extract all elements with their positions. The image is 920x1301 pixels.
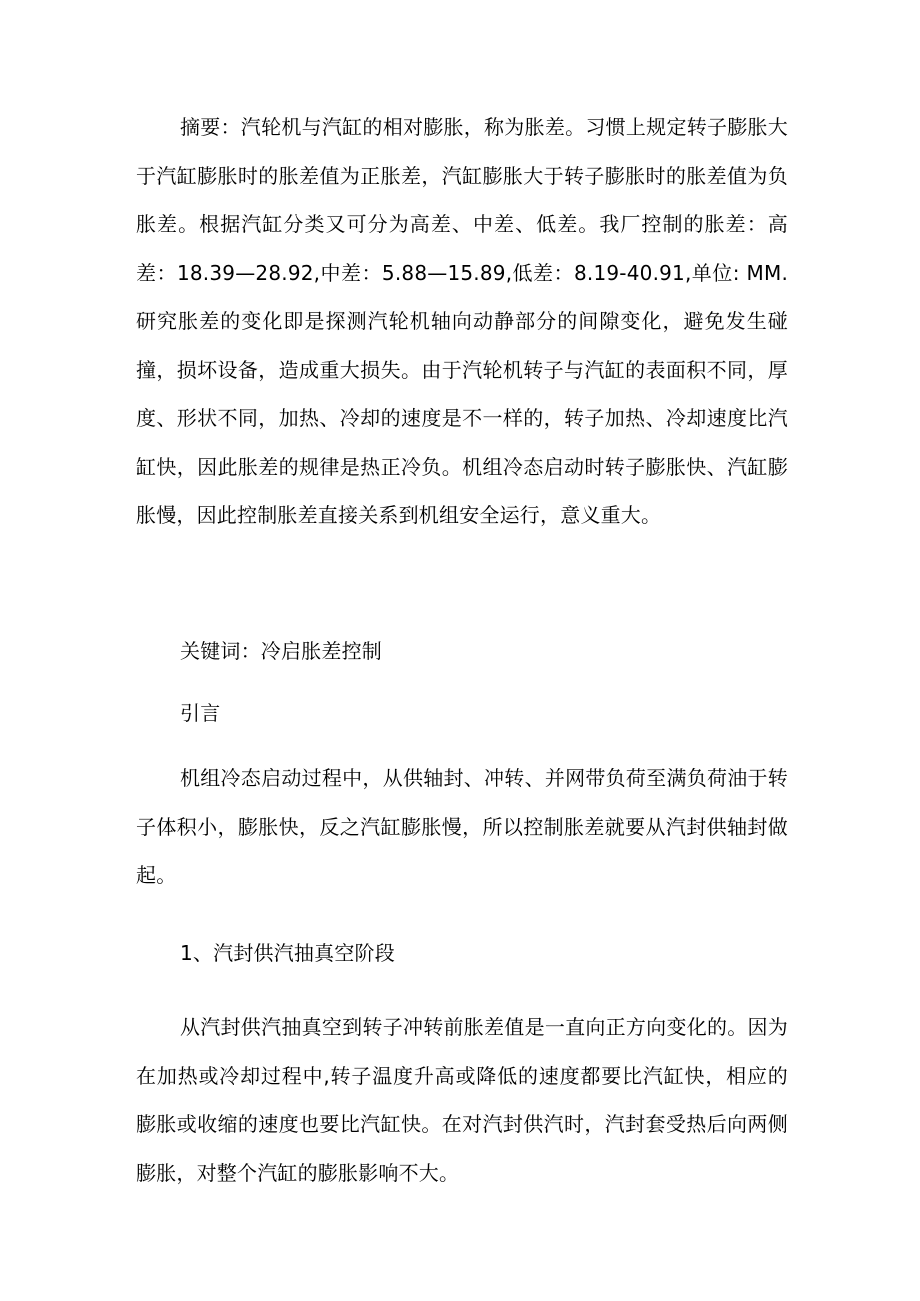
- section1-block: [136, 1003, 788, 1197]
- intro-paragraph: 机组冷态启动过程中，从供轴封、冲转、并网带负荷至满负荷油于转子体积小，膨胀快，反之汽缸膨胀慢，所以控制胀差就要从汽封供轴封做起。: [136, 766, 788, 887]
- abstract-block: [136, 103, 788, 540]
- abstract-paragraph: 摘要：汽轮机与汽缸的相对膨胀，称为胀差。习惯上规定转子膨胀大于汽缸膨胀时的胀差值为正胀差，汽缸膨胀大于转子膨胀时的胀差值为负胀差。根据汽缸分类又可分为高差、中差、低差。我厂控制的胀差：高差：18.39—28.92,中差：5.88—15.89,低差：8.19-40.91,单位: MM.研究胀差的变化即是探测汽轮机轴向动静部分的间隙变化，避免发生碰撞，损坏设备，造成重大损失。由于汽轮机转子与汽缸的表面积不同，厚度、形状不同，加热、冷却的速度是不一样的，转子加热、冷却速度比汽缸快，因此胀差的规律是热正冷负。机组冷态启动时转子膨胀快、汽缸膨胀慢，因此控制胀差直接关系到机组安全运行，意义重大。: [136, 115, 788, 527]
- section1-paragraph: 从汽封供汽抽真空到转子冲转前胀差值是一直向正方向变化的。因为在加热或冷却过程中,转子温度升高或降低的速度都要比汽缸快，相应的膨胀或收缩的速度也要比汽缸快。在对汽封供汽时，汽封套受热后向两侧膨胀，对整个汽缸的膨胀影响不大。: [136, 1015, 788, 1185]
- intro-block: [136, 754, 788, 900]
- intro-heading: 引言: [180, 701, 221, 725]
- intro-heading-block: [136, 689, 788, 738]
- keywords-line: 关键词：冷启胀差控制: [180, 639, 382, 663]
- section1-heading-block: [136, 929, 788, 978]
- section1-heading: 1、汽封供汽抽真空阶段: [180, 941, 395, 965]
- keywords-block: [136, 627, 788, 676]
